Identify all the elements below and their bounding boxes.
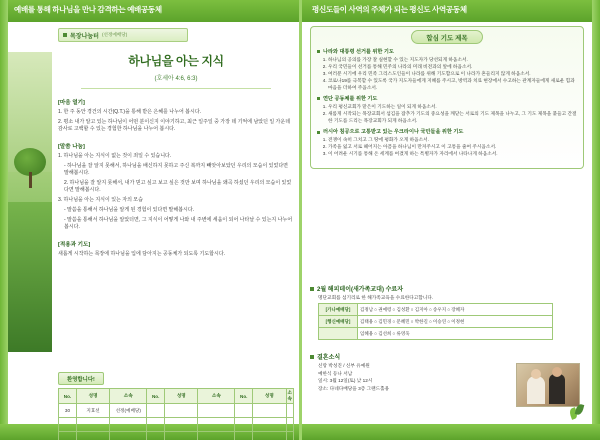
table-cell: [가나예배당] [319,304,358,316]
welcome-table [58,388,294,440]
table-cell [59,418,77,432]
list-item: 4. 코로나19를 극복할 수 있도록 국가 지도자들에게 지혜를 주시고, 방역과 치료 현장에서 수고하는 관계자들에게 새로운 힘과 마음을 더하여 주옵소서. [328,78,577,91]
section-tag-mokjang [58,28,188,42]
right-green-edge [592,0,600,440]
list-item: 2. 가족을 잃고 서로 헤어지는 아픔을 하나님이 만져주시고 이 고통을 줄여 주시옵소서. [328,144,577,151]
table-cell [165,432,198,440]
table-col-header: 성명 [165,389,198,404]
bullet-square-icon [310,355,314,359]
wedding-section [310,352,582,407]
prayer-group-heading-label: 러시아 침공으로 고통받고 있는 우크라이나 국민들을 위한 기도 [323,129,464,136]
photo-ground [8,202,52,352]
header-right-title: 평신도들이 사역의 주체가 되는 평신도 사역공동체 [312,5,467,14]
table-col-header: No. [235,389,253,404]
table-cell: 김정남 ○ 권예령 ○ 김성환 ○ 김지아 ○ 송우지 ○ 장혜자 [358,304,553,316]
right-page [302,22,592,424]
wedding-details [310,363,516,407]
prayer-card [310,26,584,169]
prayer-group-heading-label: 연단 공동체를 위한 기도 [323,96,378,103]
block-word-sharing [58,142,294,231]
list-item: 3. 여러분 시기에 우리 민족 그리스도인들이 나라를 위해 기도합으로 이 나라가 흔들리지 않게 하옵소서. [328,71,577,78]
table-cell [110,418,147,432]
table-cell: 30 [59,404,77,418]
table-header-row [59,389,294,404]
graduates-label: 2월 해피데이(새가족교대) 수료자 [317,287,404,293]
table-col-header: No. [147,389,165,404]
wedding-line: 예한식 등나 서남 [318,370,353,376]
block-line: 2. 하나님을 잘 알지 못해서, 내가 믿고 싶고 보고 싶은 것만 보며 하나님을 왜곡 하셨던 우리의 모습이 있었다면 말해봅시다. [64,180,292,194]
lesson-title-box [58,52,294,89]
block-line: 2. 평소 내가 알고 있는 하나님이 어떤 분이신지 이야기하고, 최근 일주일 중 가장 데 기억에 남았던 일 가운데 감사로 고백할 수 있는 경험한 하나님을 나누어 봅시다. [58,118,291,132]
table-cell [198,432,235,440]
table-col-header: 성명 [253,389,286,404]
table-row [319,328,553,340]
table-col-header: 소속 [286,389,293,404]
list-item: 1. 하나님의 공의를 가장 잘 실현할 수 있는 지도자가 당선되게 하옵소서. [328,57,577,64]
table-cell [198,418,235,432]
tree-icon [12,148,46,188]
table-cell [59,432,77,440]
table-cell [76,418,109,432]
table-row [59,418,294,432]
table-cell: 임혜용 ○ 김선희 ○ 류영욱 [358,328,553,340]
table-col-header: 소속 [110,389,147,404]
wedding-line: 일시: 3월 12일(토) 낮 12시 [318,378,373,383]
graduates-section [310,284,582,340]
wedding-line: 장소: 다네다배당을 3층 그랜드홀용 [318,385,390,391]
table-cell [76,432,109,440]
welcome-section [58,372,294,440]
table-cell [253,404,286,418]
table-col-header: 소속 [198,389,235,404]
table-cell [253,418,286,432]
table-cell [286,418,293,432]
table-cell [286,432,293,440]
block-line: 1. 한 주 동안 경건의 시간(Q.T.)을 통해 받은 은혜를 나누어 봅시다. [58,109,202,115]
block-heading: [말씀 나눔] [58,144,85,151]
list-item: 2. 우리 국민들이 선거를 통해 민주의 나라의 미래 비전과의 앞에 하옵소서. [328,64,577,71]
table-cell: [행신예배당] [319,316,358,328]
table-cell [165,404,198,418]
table-cell: 김태용 ○ 김민경 ○ 문혜민 ○ 박한길 ○ 이승연 ○ 이정현 [358,316,553,328]
table-row [59,404,294,418]
table-cell [286,404,293,418]
block-open-heart [58,98,294,133]
bride-head [531,369,541,379]
tree-trunk [29,172,32,188]
table-cell [110,432,147,440]
table-row [319,316,553,328]
table-cell [235,404,253,418]
left-green-edge [0,0,8,440]
table-cell: 지효선 [76,404,109,418]
table-cell [235,432,253,440]
list-item: 1. 우리 평신교회가 맡은이 기도하는 일이 되게 하옵소서. [328,104,577,111]
block-line: - 말씀을 통해서 하나님을 알게 된 경험이 있다면 말해봅시다. [64,206,195,213]
header-left-title: 예배를 통해 하나님을 만나 감격하는 예배공동체 [14,5,162,14]
table-row [319,304,553,316]
wedding-heading [310,352,582,361]
prayer-item-list [317,137,577,158]
wedding-body [310,363,582,407]
leaf-logo-icon [570,404,586,420]
prayer-group-heading-label: 나라와 대통령 선거를 위한 기도 [323,49,394,55]
page-title: 하나님을 아는 지식 [128,54,224,68]
list-item: 3. 이 어려운 시기를 통해 온 세계를 여겼게 하는 특별자가 자리에서 나타나게 하옵소서. [328,151,577,158]
prayer-group-heading [317,128,577,135]
bullet-square-icon [310,287,314,291]
nature-photo [8,52,52,352]
block-line: 3. 하나님을 아는 지식이 있는 자의 모습 [58,197,143,203]
table-col-header: 성명 [76,389,109,404]
bullet-square-icon [63,33,67,37]
left-content [58,28,294,261]
prayer-group-community [317,95,577,124]
list-item: 2. 새롭게 시작되는 목장교회서 섬김을 잡추가 기도의 중요성을 깨닫는 서로의 기도 제목을 나누고, 그 기도 제목을 붙들고 간절한 기도를 드리는 목장교회가 되게 하옵소서. [328,111,577,124]
prayer-card-header [311,27,583,46]
prayer-group-ukraine [317,128,577,158]
table-cell: 선정(예배당) [110,404,147,418]
list-item: 1. 전쟁이 속히 그치고 그 땅에 평화가 오게 하옵소서. [328,137,577,144]
groom-figure [549,374,565,404]
wedding-label: 결혼소식 [317,355,341,361]
block-line: - 말씀을 통해서 하나님을 알았더면, 그 지식이 어떻게 나와 내 주변에 세움이 되어 나타날 수 있는지 나누어 봅시다. [64,216,293,230]
block-line: 새롭게 시작하는 목장에 하나님을 입에 담아지는 공동체가 되도록 기도합시다. [58,251,226,257]
wedding-photo [516,363,580,407]
table-cell [147,404,165,418]
table-cell [253,432,286,440]
bullet-square-icon [317,97,320,100]
table-cell [319,328,358,340]
prayer-group-heading [317,48,577,55]
title-divider [81,88,271,89]
table-row [59,432,294,440]
block-application-prayer [58,240,294,258]
groom-head [552,367,562,377]
prayer-group-nation [317,48,577,91]
graduates-table [318,303,553,340]
bullet-square-icon [317,50,320,53]
table-cell [147,432,165,440]
block-heading: [마음 열기] [58,100,85,106]
block-line: - 하나님을 잘 알지 못해서, 하나님을 배신하지 못하고 주신 복까지 빼앗아보았던 우리의 모습이 있었다면 말해봅시다. [64,163,288,177]
prayer-card-body [311,46,583,168]
prayer-title: 합심 기도 제목 [411,30,482,44]
prayer-item-list [317,104,577,125]
section-tag-label: 목장나눔터 [70,33,99,40]
table-cell [147,418,165,432]
graduates-note: 명단교회를 섬기리로 한 해가족교육을 수료한다고합니다. [318,295,434,300]
table-col-header: No. [59,389,77,404]
table-cell [198,404,235,418]
welcome-tag: 환영합니다! [58,372,104,385]
block-heading: [적용과 기도] [58,242,91,248]
block-line: 1. 하나님을 아는 지식이 없는 것이 죄일 수 있습니다. [58,153,172,160]
prayer-group-heading [317,95,577,102]
bullet-square-icon [317,131,320,134]
left-page [8,22,299,424]
leaf-shape-right [575,403,585,415]
table-cell [235,418,253,432]
wedding-line: 신랑 박성진 / 신부 유예원 [318,363,370,368]
table-cell [165,418,198,432]
scripture-reference: (호세아 4:6, 6:3) [154,76,198,82]
prayer-item-list [317,57,577,92]
section-tag-sub: (선정예배당) [101,32,128,37]
bride-figure [527,376,545,404]
graduates-heading [310,284,582,293]
